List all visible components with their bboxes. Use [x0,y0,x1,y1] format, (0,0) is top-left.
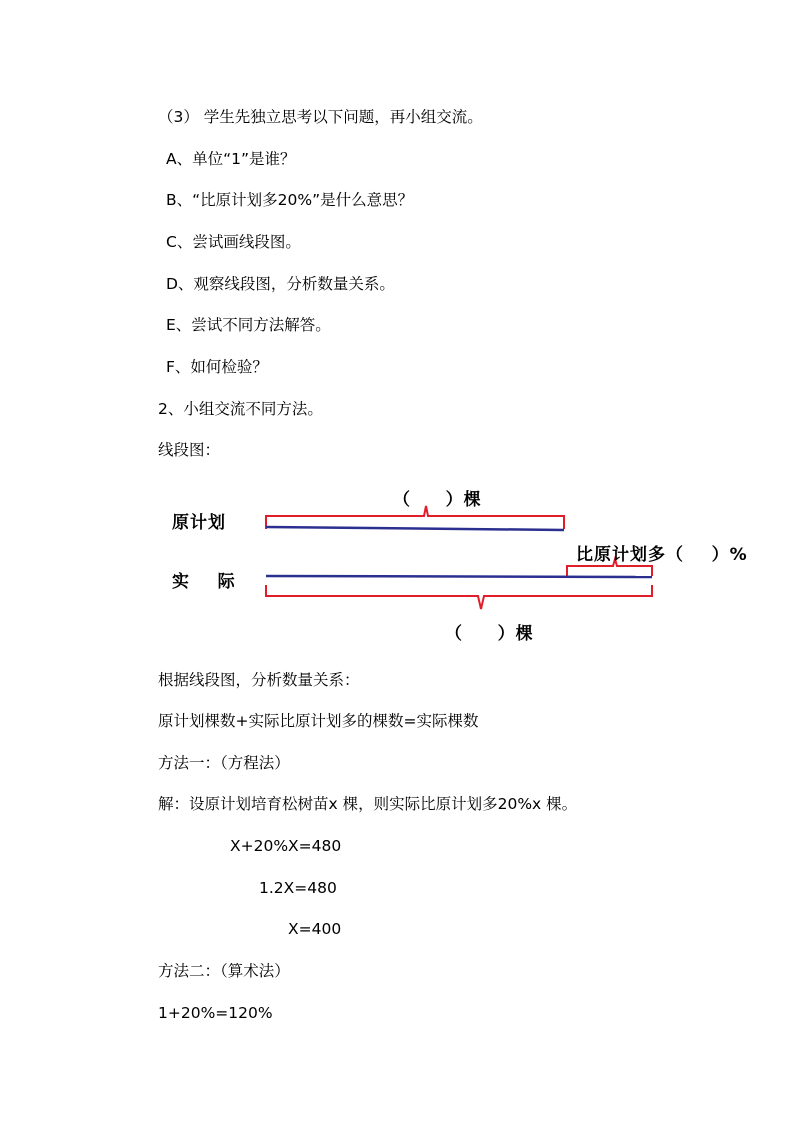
actual-segment [266,576,652,577]
solution-statement: 解：设原计划培育松树苗x 棵，则实际比原计划多20%x 棵。 [158,795,578,813]
bottom-brace-label: （ ）棵 [445,624,534,644]
method-one-heading: 方法一：（方程法） [158,754,290,772]
plan-label: 原计划 [172,513,226,533]
question-f: F、如何检验？ [166,358,268,376]
question-a: A、单位“1”是谁？ [166,150,296,168]
method-two-heading: 方法二：（算术法） [158,962,290,980]
plan-segment [266,527,564,530]
question-c: C、尝试画线段图。 [166,233,301,251]
segment-diagram [0,470,794,650]
quantity-relation: 原计划棵数+实际比原计划多的棵数=实际棵数 [158,712,479,730]
segment-diagram-heading: 线段图： [158,441,221,459]
actual-label: 实 际 [172,572,236,592]
step-2-heading: 2、小组交流不同方法。 [158,400,323,418]
actual-brace [266,585,652,609]
question-b: B、“比原计划多20%”是什么意思？ [166,191,414,209]
extra-label: 比原计划多（ ）% [576,545,748,565]
question-d: D、观察线段图，分析数量关系。 [166,275,395,293]
top-brace-label: （ ）棵 [393,490,482,510]
question-e: E、尝试不同方法解答。 [166,316,331,334]
equation-step-1: X+20%X=480 [230,837,342,855]
arithmetic-step-1: 1+20%=120% [158,1004,273,1022]
equation-step-3: X=400 [288,920,342,938]
analysis-heading: 根据线段图，分析数量关系： [158,671,360,689]
question-3-intro: （3） 学生先独立思考以下问题，再小组交流。 [158,108,483,126]
equation-step-2: 1.2X=480 [259,879,337,897]
